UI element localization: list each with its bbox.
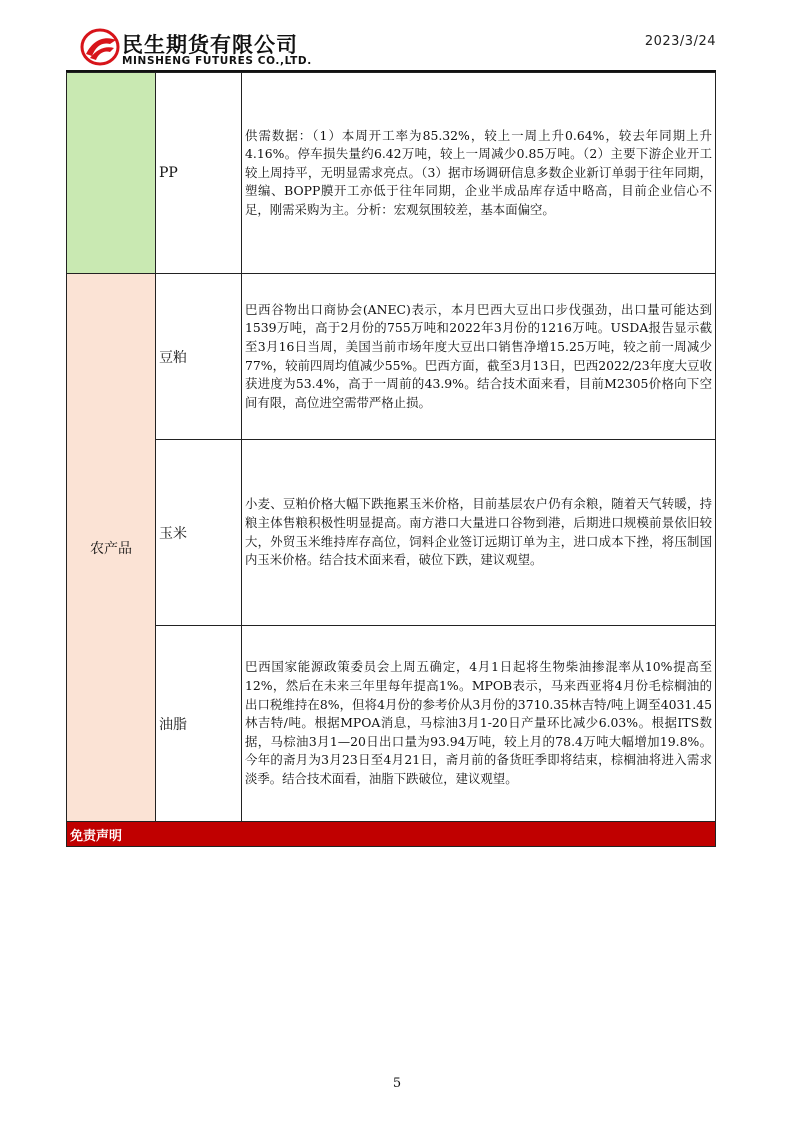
- table-row: [67, 274, 716, 440]
- disclaimer-bar: [67, 822, 716, 847]
- brand-name-cn: 民生期货有限公司: [122, 33, 298, 57]
- report-date: 2023/3/24: [644, 34, 716, 49]
- table-row: [67, 73, 716, 274]
- analysis-text: 小麦、豆粕价格大幅下跌拖累玉米价格，目前基层农户仍有余粮，随着天气转暖，持粮主体售粮积极性明显提高。南方港口大量进口谷物到港，后期进口规模前景依旧较大，外贸玉米维持库存高位，饲料企业签订远期订单为主，进口成本下挫，将压制国内玉米价格。结合技术面来看，破位下跌，建议观望。: [242, 440, 716, 626]
- page-header: [0, 0, 794, 72]
- commodity-table: [66, 72, 716, 847]
- brand-name-en: MINSHENG FUTURES CO.,LTD.: [122, 55, 312, 67]
- table-row: [67, 440, 716, 626]
- product-name: 豆粕: [156, 274, 242, 440]
- minsheng-logo-icon: [80, 28, 120, 66]
- disclaimer-title: 免责声明: [67, 822, 716, 847]
- category-cell: [67, 73, 156, 274]
- page-number: 5: [392, 1076, 402, 1091]
- category-cell: 农产品: [67, 274, 156, 822]
- product-name: 玉米: [156, 440, 242, 626]
- table-row: [67, 626, 716, 822]
- product-name: PP: [156, 73, 242, 274]
- analysis-text: 供需数据：（1）本周开工率为85.32%，较上一周上升0.64%，较去年同期上升4.16%。停车损失量约6.42万吨，较上一周减少0.85万吨。（2）主要下游企业开工较上周持平，无明显需求亮点。（3）据市场调研信息多数企业新订单弱于往年同期，塑编、BOPP膜开工亦低于往年同期，企业半成品库存适中略高，目前企业信心不足，刚需采购为主。分析：宏观氛围较差，基本面偏空。: [242, 73, 716, 274]
- product-name: 油脂: [156, 626, 242, 822]
- analysis-text: 巴西谷物出口商协会(ANEC)表示，本月巴西大豆出口步伐强劲，出口量可能达到1539万吨，高于2月份的755万吨和2022年3月份的1216万吨。USDA报告显示截至3月16日当周，美国当前市场年度大豆出口销售净增15.25万吨，较之前一周减少77%，较前四周均值减少55%。巴西方面，截至3月13日，巴西2022/23年度大豆收获进度为53.4%，高于一周前的43.9%。结合技术面来看，目前M2305价格向下空间有限，高位进空需带严格止损。: [242, 274, 716, 440]
- analysis-text: 巴西国家能源政策委员会上周五确定，4月1日起将生物柴油掺混率从10%提高至12%，然后在未来三年里每年提高1%。MPOB表示，马来西亚将4月份毛棕榈油的出口税维持在8%，但将4月份的参考价从3月份的3710.35林吉特/吨上调至4031.45林吉特/吨。根据MPOA消息，马棕油3月1-20日产量环比减少6.03%。根据ITS数据，马棕油3月1—20日出口量为93.94万吨，较上月的78.4万吨大幅增加19.8%。今年的斋月为3月23日至4月21日，斋月前的备货旺季即将结束，棕榈油将进入需求淡季。结合技术面看，油脂下跌破位，建议观望。: [242, 626, 716, 822]
